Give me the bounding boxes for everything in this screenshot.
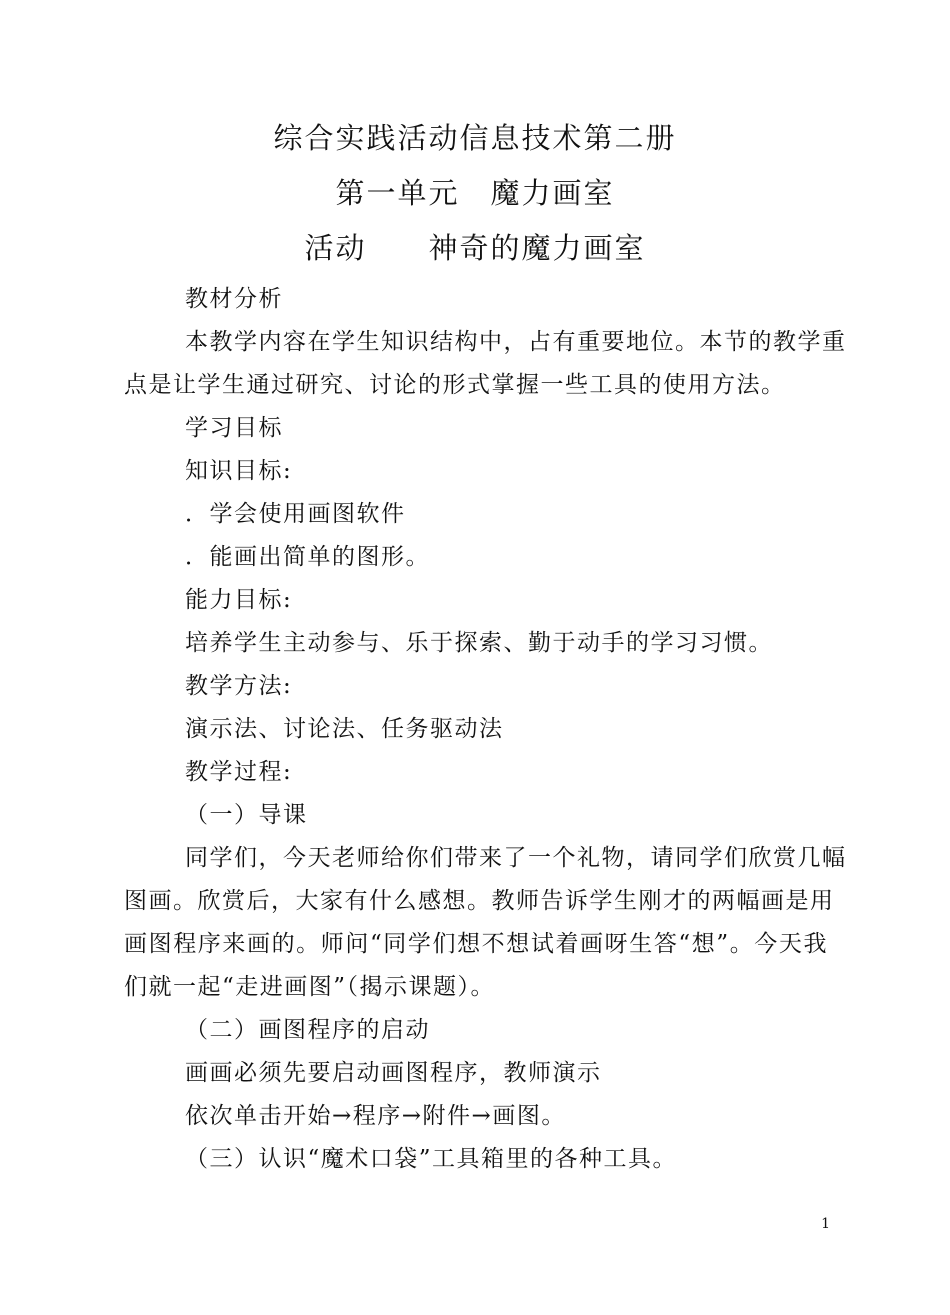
subheading-ability-goals: 能力目标: xyxy=(185,587,293,613)
paragraph-line: 点是让学生通过研究、讨论的形式掌握一些工具的使用方法。 xyxy=(124,372,786,398)
paragraph-line: 画画必须先要启动画图程序，教师演示 xyxy=(185,1060,602,1086)
paragraph-line: 依次单击开始→程序→附件→画图。 xyxy=(185,1103,566,1129)
paragraph-line: 画图程序来画的。师问“同学们想不想试着画呀生答“想”。今天我 xyxy=(124,931,828,957)
paragraph-line: 图画。欣赏后，大家有什么感想。教师告诉学生刚才的两幅画是用 xyxy=(124,888,835,914)
page-number: 1 xyxy=(821,1216,830,1232)
list-item: ．能画出简单的图形。 xyxy=(185,544,430,570)
activity-heading: 活动 神奇的魔力画室 xyxy=(304,231,646,265)
section-heading-learning-goals: 学习目标 xyxy=(185,415,283,441)
paragraph-line: 同学们，今天老师给你们带来了一个礼物，请同学们欣赏几幅 xyxy=(185,845,847,871)
step-heading: （一）导课 xyxy=(185,802,308,828)
unit-heading: 第一单元 魔力画室 xyxy=(335,176,615,210)
paragraph-line: 们就一起“走进画图”（揭示课题）。 xyxy=(124,974,496,1000)
subheading-knowledge-goals: 知识目标: xyxy=(185,458,293,484)
subheading-teaching-methods: 教学方法: xyxy=(185,673,293,699)
subheading-teaching-process: 教学过程: xyxy=(185,759,293,785)
list-item: ．学会使用画图软件 xyxy=(185,501,406,527)
paragraph-line: 本教学内容在学生知识结构中，占有重要地位。本节的教学重 xyxy=(185,329,847,355)
section-heading-textbook-analysis: 教材分析 xyxy=(185,286,283,312)
step-heading: （三）认识“魔术口袋”工具箱里的各种工具。 xyxy=(185,1146,678,1172)
paragraph-line: 培养学生主动参与、乐于探索、勤于动手的学习习惯。 xyxy=(185,630,773,656)
step-heading: （二）画图程序的启动 xyxy=(185,1017,430,1043)
paragraph-line: 演示法、讨论法、任务驱动法 xyxy=(185,716,504,742)
document-title: 综合实践活动信息技术第二册 xyxy=(273,121,677,155)
